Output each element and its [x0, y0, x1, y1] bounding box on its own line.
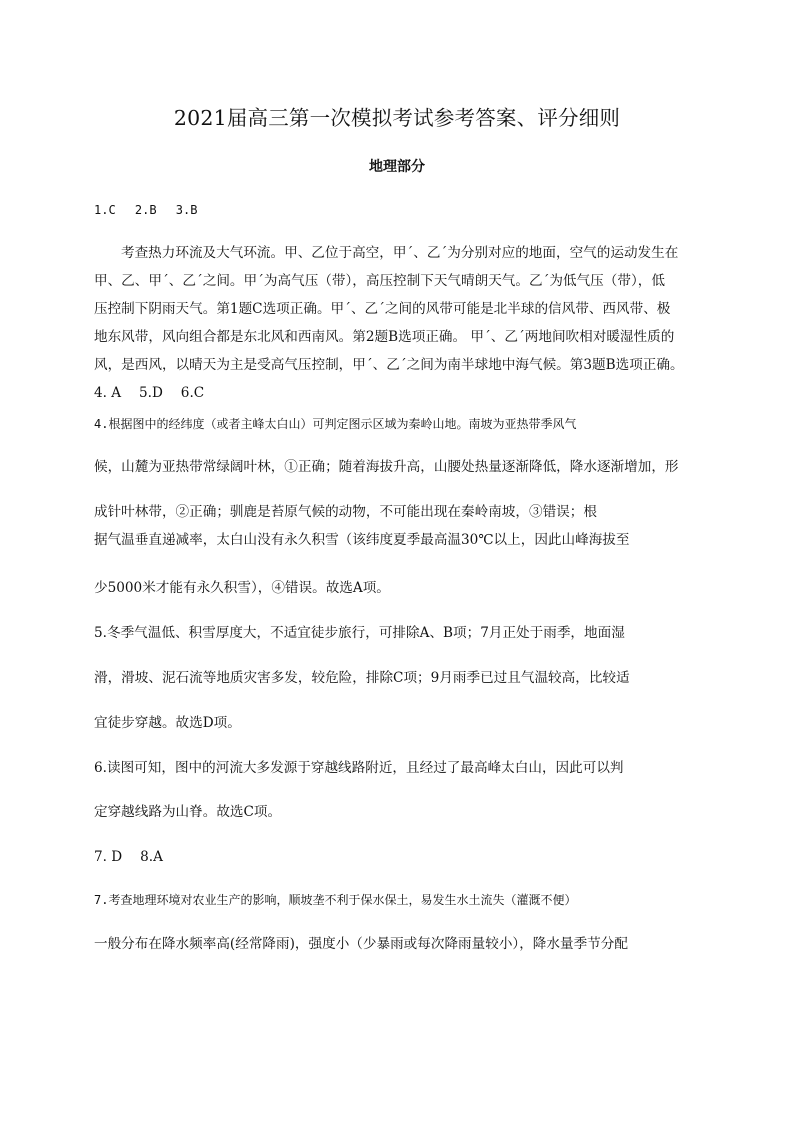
explanation-line: 6.读图可知，图中的河流大多发源于穿越线路附近，且经过了最高峰太白山，因此可以判: [94, 760, 624, 776]
explanation-line: 4. A 5.D 6.C: [94, 385, 205, 401]
explanation-line: 7. D 8.A: [94, 849, 163, 865]
explanation-line: 压控制下阴雨天气。第1题C选项正确。甲΄、乙΄之间的风带可能是北半球的信风带、西风带、极: [94, 301, 671, 317]
page-title: 2021届高三第一次模拟考试参考答案、评分细则: [173, 106, 621, 130]
section-subtitle: 地理部分: [369, 159, 425, 175]
explanation-line: 5.冬季气温低、积雪厚度大，不适宜徒步旅行，可排除A、B项；7月正处于雨季，地面湿: [94, 625, 625, 641]
explanation-line: 考查热力环流及大气环流。甲、乙位于高空，甲΄、乙΄为分别对应的地面，空气的运动发生在: [121, 245, 679, 261]
explanation-line: 少5000米才能有永久积雪），④错误。故选A项。: [94, 580, 390, 596]
explanation-line: 候，山麓为亚热带常绿阔叶林，①正确；随着海拔升高，山腰处热量逐渐降低，降水逐渐增加，形: [94, 459, 679, 475]
answer-key-1-3: 1.C 2.B 3.B: [94, 203, 198, 217]
explanation-line: 风，是西风，以晴天为主是受高气压控制，甲΄、乙΄之间为南半球地中海气候。第3题B选项正确。: [94, 357, 684, 373]
explanation-line: 甲、乙、甲΄、乙΄之间。甲΄为高气压（带），高压控制下天气晴朗天气。乙΄为低气压（带），低: [94, 273, 665, 289]
explanation-line: 地东风带，风向组合都是东北风和西南风。第2题B选项正确。 甲΄、乙΄两地间吹相对暖湿性质的: [94, 329, 675, 345]
explanation-line: 定穿越线路为山脊。故选C项。: [94, 804, 282, 820]
explanation-line: 一般分布在降水频率高(经常降雨)，强度小（少暴雨或每次降雨量较小），降水量季节分配: [94, 936, 628, 952]
answer-key-4-6: 4.根据图中的经纬度（或者主峰太白山）可判定图示区域为秦岭山地。南坡为亚热带季风气: [94, 417, 577, 431]
explanation-line: 宜徒步穿越。故选D项。: [94, 715, 241, 731]
answer-key-7-8: 7.考查地理环境对农业生产的影响，顺坡垄不利于保水保土，易发生水土流失（灌溉不便）: [94, 893, 577, 907]
explanation-line: 据气温垂直递减率，太白山没有永久积雪（该纬度夏季最高温30℃以上，因此山峰海拔至: [94, 532, 630, 548]
explanation-line: 滑，滑坡、泥石流等地质灾害多发，较危险，排除C项；9月雨季已过且气温较高，比较适: [94, 670, 630, 686]
explanation-line: 成针叶林带，②正确；驯鹿是苔原气候的动物，不可能出现在秦岭南坡，③错误；根: [94, 504, 597, 520]
